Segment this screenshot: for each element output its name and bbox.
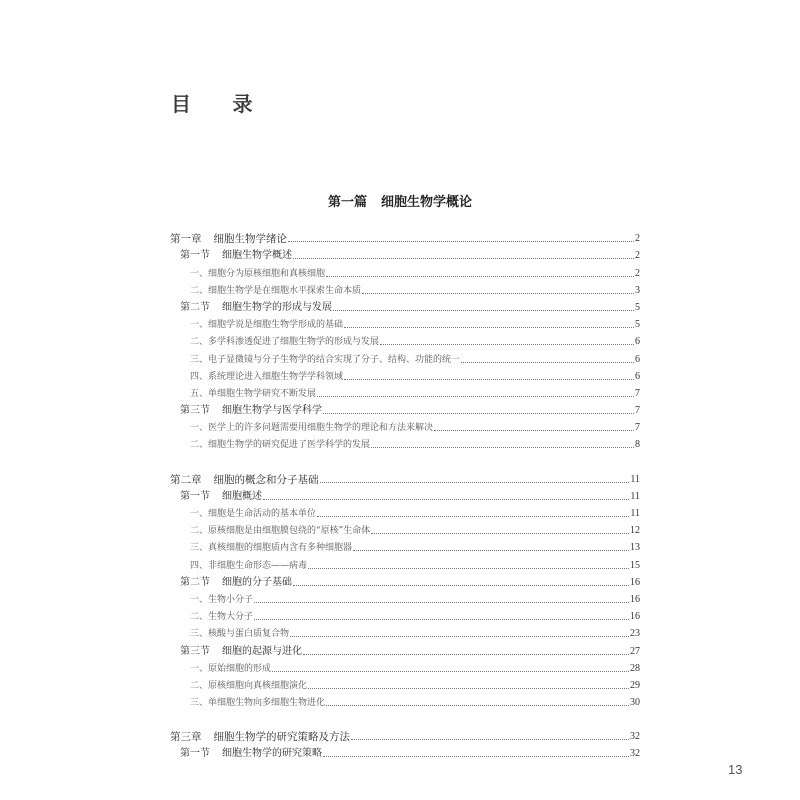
item-title: 三、电子显微镜与分子生物学的结合实现了分子、结构、功能的统一 bbox=[190, 354, 461, 365]
section-number: 第二节 bbox=[180, 576, 210, 588]
section-title: 细胞生物学与医学科学 bbox=[222, 405, 322, 417]
toc-item-entry[interactable] bbox=[170, 675, 640, 692]
toc-item-entry[interactable] bbox=[170, 589, 640, 606]
toc-item-entry[interactable] bbox=[170, 434, 640, 451]
toc-item-entry[interactable] bbox=[170, 348, 640, 365]
section-number: 第三节 bbox=[180, 645, 210, 657]
item-title: 三、核酸与蛋白质复合物 bbox=[190, 629, 290, 640]
item-page: 23 bbox=[630, 628, 640, 640]
dot-leader bbox=[290, 635, 629, 637]
toc-item-entry[interactable] bbox=[170, 503, 640, 520]
dot-leader bbox=[293, 584, 629, 586]
item-page: 11 bbox=[630, 508, 640, 519]
item-page: 28 bbox=[630, 662, 640, 674]
toc-item-entry[interactable] bbox=[170, 658, 640, 675]
dot-leader bbox=[317, 515, 629, 517]
item-title: 二、多学科渗透促进了细胞生物学的形成与发展 bbox=[190, 337, 380, 348]
toc-item-entry[interactable] bbox=[170, 537, 640, 554]
item-title: 二、生物大分子 bbox=[190, 612, 254, 623]
section-title: 细胞生物学的研究策略 bbox=[222, 748, 322, 760]
item-title: 四、系统理论进入细胞生物学学科领域 bbox=[190, 371, 344, 382]
toc-chapter-entry[interactable] bbox=[170, 228, 640, 245]
item-title: 二、原核细胞向真核细胞演化 bbox=[190, 680, 308, 691]
dot-leader bbox=[263, 498, 629, 500]
dot-leader bbox=[333, 309, 634, 311]
item-page: 16 bbox=[630, 611, 640, 623]
dot-leader bbox=[254, 618, 629, 620]
chapter-page: 32 bbox=[630, 731, 640, 743]
item-page: 12 bbox=[630, 525, 640, 537]
dot-leader bbox=[371, 532, 629, 534]
part-label: 第一篇 bbox=[327, 194, 367, 209]
dot-leader bbox=[371, 446, 634, 448]
dot-leader bbox=[308, 687, 629, 689]
toc-item-entry[interactable] bbox=[170, 606, 640, 623]
toc-chapter-entry[interactable] bbox=[170, 468, 640, 485]
toc-chapter-entry[interactable] bbox=[170, 726, 640, 743]
toc-item-entry[interactable] bbox=[170, 280, 640, 297]
dot-leader bbox=[351, 738, 629, 740]
dot-leader bbox=[317, 395, 634, 397]
item-page: 7 bbox=[635, 422, 640, 434]
section-page: 11 bbox=[630, 490, 640, 502]
toc-item-entry[interactable] bbox=[170, 262, 640, 279]
dot-leader bbox=[272, 670, 629, 672]
chapter-spacer bbox=[170, 709, 640, 726]
section-title: 细胞生物学的形成与发展 bbox=[222, 301, 332, 313]
item-title: 二、原核细胞是由细胞膜包绕的“原核”生命体 bbox=[190, 526, 371, 537]
item-page: 6 bbox=[635, 370, 640, 382]
item-page: 2 bbox=[635, 267, 640, 279]
item-title: 一、医学上的许多问题需要用细胞生物学的理论和方法来解决 bbox=[190, 423, 434, 434]
section-number: 第一节 bbox=[180, 250, 210, 262]
item-title: 三、单细胞生物向多细胞生物进化 bbox=[190, 698, 326, 709]
item-page: 3 bbox=[635, 284, 640, 296]
page-number: 13 bbox=[728, 762, 743, 777]
toc-section-entry[interactable] bbox=[170, 486, 640, 503]
toc-section-entry[interactable] bbox=[170, 297, 640, 314]
toc-heading: 目 录 bbox=[171, 94, 271, 116]
dot-leader bbox=[303, 653, 629, 655]
dot-leader bbox=[254, 601, 629, 603]
dot-leader bbox=[323, 412, 634, 414]
toc-item-entry[interactable] bbox=[170, 623, 640, 640]
item-title: 一、原始细胞的形成 bbox=[190, 663, 272, 674]
item-title: 一、细胞是生命活动的基本单位 bbox=[190, 509, 317, 519]
section-page: 7 bbox=[635, 405, 640, 417]
section-page: 27 bbox=[630, 645, 640, 657]
section-number: 第一节 bbox=[180, 490, 210, 502]
toc-item-entry[interactable] bbox=[170, 692, 640, 709]
dot-leader bbox=[326, 704, 629, 706]
item-title: 一、生物小分子 bbox=[190, 594, 254, 605]
toc-item-entry[interactable] bbox=[170, 366, 640, 383]
item-page: 30 bbox=[630, 697, 640, 709]
toc-item-entry[interactable] bbox=[170, 383, 640, 400]
section-title: 细胞的起源与进化 bbox=[222, 645, 302, 657]
chapter-title: 细胞生物学绪论 bbox=[213, 233, 287, 246]
dot-leader bbox=[293, 257, 634, 259]
section-page: 5 bbox=[635, 301, 640, 313]
toc-item-entry[interactable] bbox=[170, 314, 640, 331]
chapter-number: 第二章 bbox=[170, 473, 202, 486]
section-page: 2 bbox=[635, 250, 640, 262]
toc-section-entry[interactable] bbox=[170, 743, 640, 760]
item-page: 29 bbox=[630, 679, 640, 691]
dot-leader bbox=[308, 567, 629, 569]
chapter-page: 11 bbox=[630, 473, 640, 485]
item-title: 四、非细胞生命形态——病毒 bbox=[190, 560, 308, 571]
item-page: 6 bbox=[635, 353, 640, 365]
chapter-number: 第一章 bbox=[170, 233, 202, 246]
dot-leader bbox=[362, 292, 634, 294]
dot-leader bbox=[353, 549, 629, 551]
item-title: 一、细胞分为原核细胞和真核细胞 bbox=[190, 268, 326, 279]
chapter-number: 第三章 bbox=[170, 731, 202, 744]
dot-leader bbox=[380, 343, 634, 345]
section-title: 细胞的分子基础 bbox=[222, 576, 292, 588]
item-page: 16 bbox=[630, 593, 640, 605]
dot-leader bbox=[320, 481, 630, 483]
dot-leader bbox=[288, 240, 634, 242]
section-number: 第二节 bbox=[180, 301, 210, 313]
section-title: 细胞概述 bbox=[222, 490, 262, 502]
item-page: 8 bbox=[635, 439, 640, 451]
section-title: 细胞生物学概述 bbox=[222, 250, 292, 262]
item-page: 15 bbox=[630, 559, 640, 571]
section-number: 第三节 bbox=[180, 405, 210, 417]
chapter-spacer bbox=[170, 451, 640, 468]
toc-section-entry[interactable] bbox=[170, 572, 640, 589]
toc-item-entry[interactable] bbox=[170, 417, 640, 434]
item-page: 7 bbox=[635, 387, 640, 399]
item-page: 5 bbox=[635, 319, 640, 331]
toc-section-entry[interactable] bbox=[170, 245, 640, 262]
item-title: 一、细胞学说是细胞生物学形成的基础 bbox=[190, 320, 344, 331]
part-heading bbox=[0, 191, 800, 210]
toc-section-entry[interactable] bbox=[170, 400, 640, 417]
toc-item-entry[interactable] bbox=[170, 554, 640, 571]
item-title: 二、细胞生物学是在细胞水平探索生命本质 bbox=[190, 285, 362, 296]
chapter-title: 细胞生物学的研究策略及方法 bbox=[213, 731, 350, 744]
item-page: 6 bbox=[635, 336, 640, 348]
table-of-contents bbox=[170, 228, 640, 760]
section-page: 16 bbox=[630, 576, 640, 588]
toc-item-entry[interactable] bbox=[170, 520, 640, 537]
dot-leader bbox=[344, 378, 634, 380]
item-title: 二、细胞生物学的研究促进了医学科学的发展 bbox=[190, 440, 371, 451]
section-number: 第一节 bbox=[180, 748, 210, 760]
item-title: 三、真核细胞的细胞质内含有多种细胞器 bbox=[190, 543, 353, 554]
item-title: 五、单细胞生物学研究不断发展 bbox=[190, 388, 317, 399]
item-page: 13 bbox=[630, 542, 640, 554]
toc-item-entry[interactable] bbox=[170, 331, 640, 348]
dot-leader bbox=[326, 275, 634, 277]
dot-leader bbox=[434, 429, 634, 431]
part-name: 细胞生物学概论 bbox=[381, 194, 473, 209]
dot-leader bbox=[323, 755, 629, 757]
dot-leader bbox=[461, 361, 634, 363]
chapter-page: 2 bbox=[635, 233, 640, 245]
chapter-title: 细胞的概念和分子基础 bbox=[213, 473, 319, 486]
toc-section-entry[interactable] bbox=[170, 640, 640, 657]
section-page: 32 bbox=[630, 748, 640, 760]
dot-leader bbox=[344, 326, 634, 328]
